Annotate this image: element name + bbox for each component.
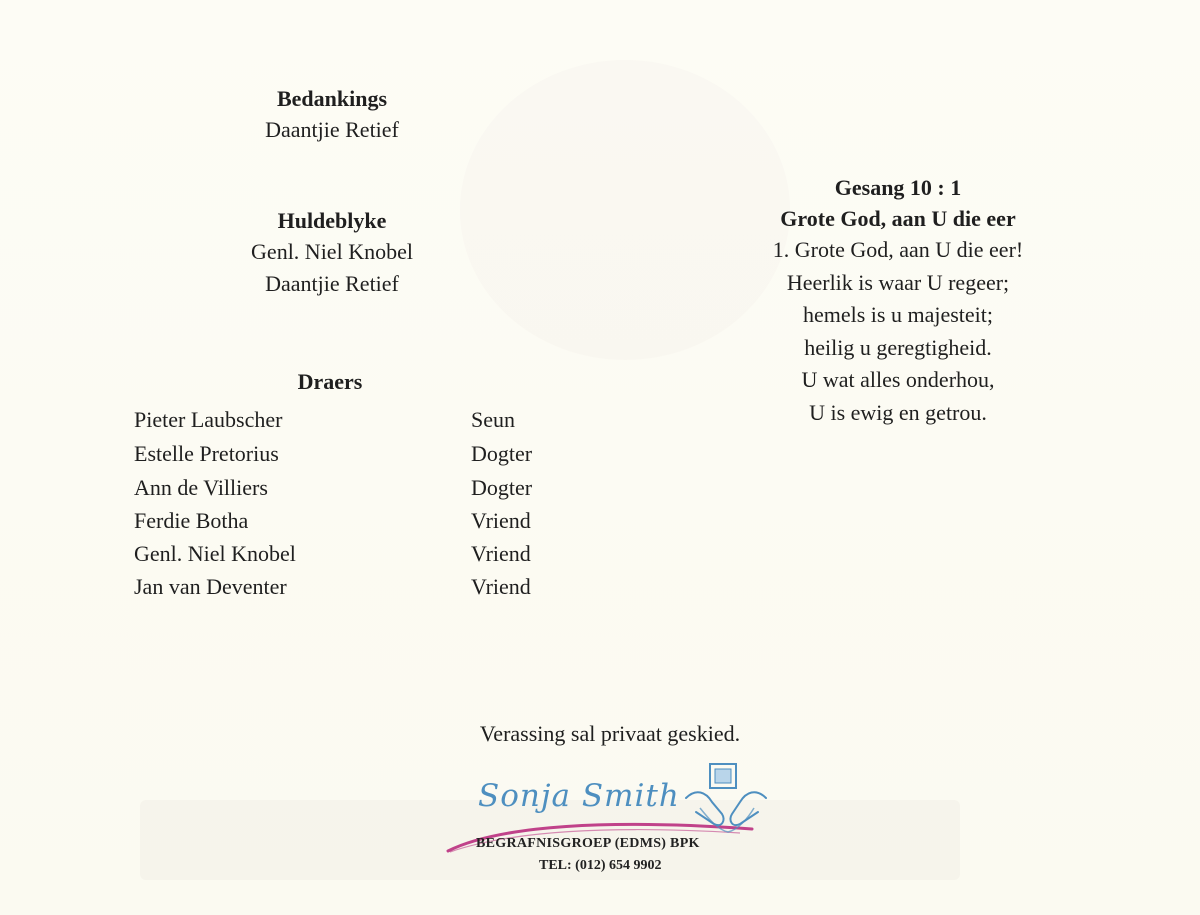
draer-relation: Dogter xyxy=(471,441,533,466)
hymn-line: 1. Grote God, aan U die eer! xyxy=(772,237,1024,262)
draer-name: Estelle Pretorius xyxy=(134,441,279,466)
draer-name: Ferdie Botha xyxy=(134,508,249,533)
draer-row xyxy=(134,403,574,436)
hymn-line: hemels is u majesteit; xyxy=(802,302,994,327)
hymn-title: Grote God, aan U die eer xyxy=(780,206,1016,231)
funeral-home-company: BEGRAFNISGROEP (EDMS) BPK xyxy=(476,836,700,851)
draer-relation: Vriend xyxy=(471,508,531,533)
draer-row xyxy=(134,504,574,537)
draer-relation: Vriend xyxy=(471,541,531,566)
draer-row xyxy=(134,570,574,603)
bedankings-name: Daantjie Retief xyxy=(265,117,399,142)
draer-name: Genl. Niel Knobel xyxy=(134,541,296,566)
draer-name: Pieter Laubscher xyxy=(134,407,283,432)
hymn-line: Heerlik is waar U regeer; xyxy=(786,269,1010,295)
hymn-line: U wat alles onderhou, xyxy=(801,367,995,392)
draer-relation: Dogter xyxy=(471,475,533,500)
hymn-section xyxy=(718,172,1078,429)
bedankings-section xyxy=(232,84,432,146)
huldeblyke-section xyxy=(222,206,442,300)
hymn-number: Gesang 10 : 1 xyxy=(834,175,962,200)
funeral-home-phone: TEL: (012) 654 9902 xyxy=(539,858,662,873)
draer-row xyxy=(134,471,574,504)
draers-heading: Draers xyxy=(297,369,363,394)
draer-relation: Seun xyxy=(471,407,515,432)
hands-holding-box-icon xyxy=(682,758,772,838)
draer-row xyxy=(134,537,574,570)
bedankings-heading: Bedankings xyxy=(276,86,388,111)
draer-row xyxy=(134,437,574,470)
draer-name: Ann de Villiers xyxy=(134,475,268,500)
huldeblyke-name: Genl. Niel Knobel xyxy=(251,239,413,264)
hymn-line: U is ewig en getrou. xyxy=(809,399,987,425)
huldeblyke-name: Daantjie Retief xyxy=(265,271,399,296)
cremation-note: Verassing sal privaat geskied. xyxy=(479,721,741,746)
hymn-line: heilig u geregtigheid. xyxy=(804,334,992,360)
huldeblyke-heading: Huldeblyke xyxy=(277,208,387,233)
draer-relation: Vriend xyxy=(471,574,531,599)
draer-name: Jan van Deventer xyxy=(134,574,287,599)
funeral-home-name: Sonja Smith xyxy=(478,778,680,814)
